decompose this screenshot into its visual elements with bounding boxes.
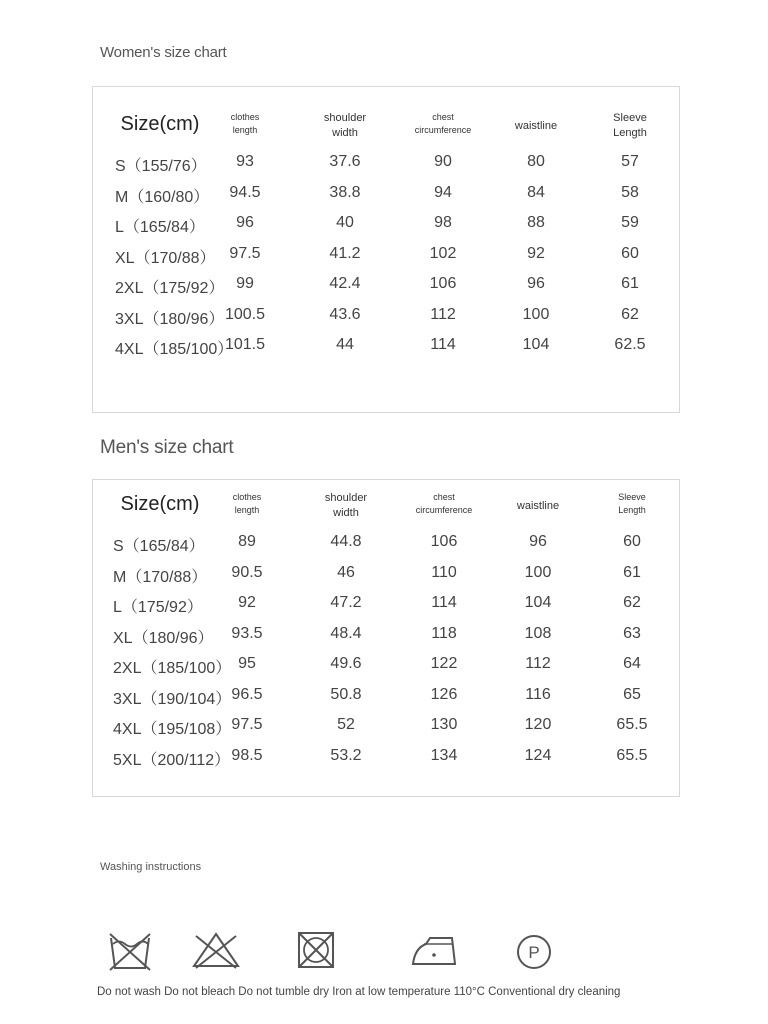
cell-clothes-length: 90.5	[231, 563, 263, 581]
cell-shoulder-width: 37.6	[329, 153, 361, 170]
cell-chest-circumference: 130	[430, 716, 458, 733]
cell-sleeve-length: 65.5	[616, 716, 648, 733]
cell-size: S（165/84）	[113, 538, 205, 555]
cell-waistline: 80	[527, 153, 545, 170]
dry-clean-letter-p: P	[528, 943, 540, 962]
cell-size: 2XL（175/92）	[115, 280, 225, 297]
cell-waistline: 84	[527, 183, 545, 201]
washing-instructions-title: Washing instructions	[100, 861, 202, 873]
cell-clothes-length: 97.5	[231, 716, 263, 733]
cell-shoulder-width: 49.6	[330, 655, 362, 672]
iron-low-temperature-icon	[410, 934, 458, 968]
cell-size: L（165/84）	[115, 219, 205, 236]
header-waistline: waistline	[516, 500, 560, 512]
cell-shoulder-width: 52	[337, 716, 355, 733]
cell-clothes-length: 96	[236, 214, 254, 231]
cell-sleeve-length: 57	[621, 153, 639, 170]
cell-chest-circumference: 110	[431, 563, 457, 581]
cell-clothes-length: 96.5	[231, 685, 263, 703]
cell-size: XL（170/88）	[115, 249, 216, 267]
header-clothes-length: clothes length	[230, 112, 260, 135]
header-sleeve-length: Sleeve Length	[618, 492, 646, 515]
cell-waistline: 116	[525, 685, 551, 703]
do-not-bleach-icon	[190, 930, 242, 970]
cell-size: L（175/92）	[113, 599, 203, 616]
header-shoulder-width: shoulder width	[323, 112, 367, 139]
header-shoulder-width: shoulder width	[324, 492, 368, 519]
cell-clothes-length: 94.5	[229, 183, 261, 201]
cell-waistline: 108	[524, 624, 552, 642]
cell-waistline: 100	[522, 305, 550, 323]
cell-clothes-length: 99	[236, 275, 254, 292]
cell-waistline: 104	[522, 336, 550, 353]
cell-clothes-length: 89	[238, 533, 256, 550]
cell-clothes-length: 93.5	[231, 624, 263, 642]
cell-clothes-length: 93	[236, 153, 254, 170]
cell-sleeve-length: 60	[623, 533, 641, 550]
cell-size: XL（180/96）	[113, 629, 214, 647]
cell-size: 4XL（185/100）	[115, 341, 234, 358]
cell-waistline: 88	[527, 214, 545, 231]
cell-chest-circumference: 118	[431, 624, 457, 642]
cell-chest-circumference: 102	[429, 244, 457, 262]
cell-shoulder-width: 43.6	[329, 305, 361, 323]
cell-size: S（155/76）	[115, 158, 207, 175]
cell-sleeve-length: 60	[621, 244, 639, 262]
do-not-tumble-dry-icon	[296, 930, 336, 970]
cell-shoulder-width: 48.4	[330, 624, 362, 642]
cell-shoulder-width: 42.4	[329, 275, 361, 292]
cell-sleeve-length: 61	[621, 275, 639, 292]
men-size-table	[92, 479, 680, 797]
cell-sleeve-length: 58	[621, 183, 639, 201]
header-chest-circumference: chest circumference	[415, 492, 473, 515]
cell-size: 3XL（190/104）	[113, 690, 232, 708]
cell-chest-circumference: 94	[434, 183, 452, 201]
cell-sleeve-length: 65	[623, 685, 641, 703]
cell-size: 5XL（200/112）	[113, 751, 231, 769]
cell-shoulder-width: 38.8	[329, 183, 361, 201]
cell-waistline: 92	[527, 244, 545, 262]
header-chest-circumference: chest circumference	[414, 112, 472, 135]
cell-size: 3XL（180/96）	[115, 310, 225, 328]
cell-clothes-length: 100.5	[224, 305, 266, 323]
cell-chest-circumference: 98	[434, 214, 452, 231]
cell-chest-circumference: 90	[434, 153, 452, 170]
do-not-wash-icon	[108, 930, 152, 972]
cell-waistline: 120	[524, 716, 552, 733]
cell-size: M（160/80）	[115, 188, 210, 206]
cell-chest-circumference: 112	[430, 305, 456, 323]
header-size: Size(cm)	[120, 493, 200, 515]
cell-clothes-length: 98.5	[231, 746, 263, 764]
cell-chest-circumference: 114	[430, 336, 456, 353]
cell-shoulder-width: 40	[336, 214, 354, 231]
header-sleeve-length: Sleeve Length	[613, 112, 647, 139]
cell-chest-circumference: 106	[430, 533, 458, 550]
cell-waistline: 96	[529, 533, 547, 550]
women-size-chart-title: Women's size chart	[100, 44, 227, 61]
dry-clean-p-icon	[514, 932, 554, 972]
men-size-chart-title: Men's size chart	[100, 437, 234, 458]
cell-shoulder-width: 53.2	[330, 746, 362, 764]
header-waistline: waistline	[514, 120, 558, 132]
cell-waistline: 112	[525, 655, 551, 672]
cell-waistline: 124	[524, 746, 552, 764]
cell-shoulder-width: 46	[337, 563, 355, 581]
cell-sleeve-length: 64	[623, 655, 641, 672]
cell-shoulder-width: 47.2	[330, 594, 362, 611]
cell-clothes-length: 101.5	[224, 336, 266, 353]
cell-sleeve-length: 62	[623, 594, 641, 611]
cell-waistline: 104	[524, 594, 552, 611]
cell-shoulder-width: 41.2	[329, 244, 361, 262]
cell-sleeve-length: 65.5	[616, 746, 648, 764]
cell-chest-circumference: 114	[431, 594, 457, 611]
header-size: Size(cm)	[120, 113, 200, 135]
cell-shoulder-width: 44	[336, 336, 354, 353]
cell-sleeve-length: 62	[621, 305, 639, 323]
cell-waistline: 100	[524, 563, 552, 581]
cell-size: 2XL（185/100）	[113, 660, 232, 677]
cell-size: M（170/88）	[113, 568, 208, 586]
cell-sleeve-length: 63	[623, 624, 641, 642]
cell-chest-circumference: 134	[430, 746, 458, 764]
cell-sleeve-length: 59	[621, 214, 639, 231]
cell-waistline: 96	[527, 275, 545, 292]
cell-chest-circumference: 126	[430, 685, 458, 703]
cell-shoulder-width: 44.8	[330, 533, 362, 550]
cell-chest-circumference: 122	[430, 655, 458, 672]
cell-clothes-length: 97.5	[229, 244, 261, 262]
cell-clothes-length: 95	[238, 655, 256, 672]
cell-chest-circumference: 106	[429, 275, 457, 292]
cell-size: 4XL（195/108）	[113, 721, 232, 738]
cell-clothes-length: 92	[238, 594, 256, 611]
women-size-table	[92, 86, 680, 413]
header-clothes-length: clothes length	[232, 492, 262, 515]
washing-caption: Do not wash Do not bleach Do not tumble dry Iron at low temperature 110°C Conventional dry cleaning	[97, 986, 621, 998]
cell-sleeve-length: 61	[623, 563, 641, 581]
cell-shoulder-width: 50.8	[330, 685, 362, 703]
cell-sleeve-length: 62.5	[614, 336, 646, 353]
